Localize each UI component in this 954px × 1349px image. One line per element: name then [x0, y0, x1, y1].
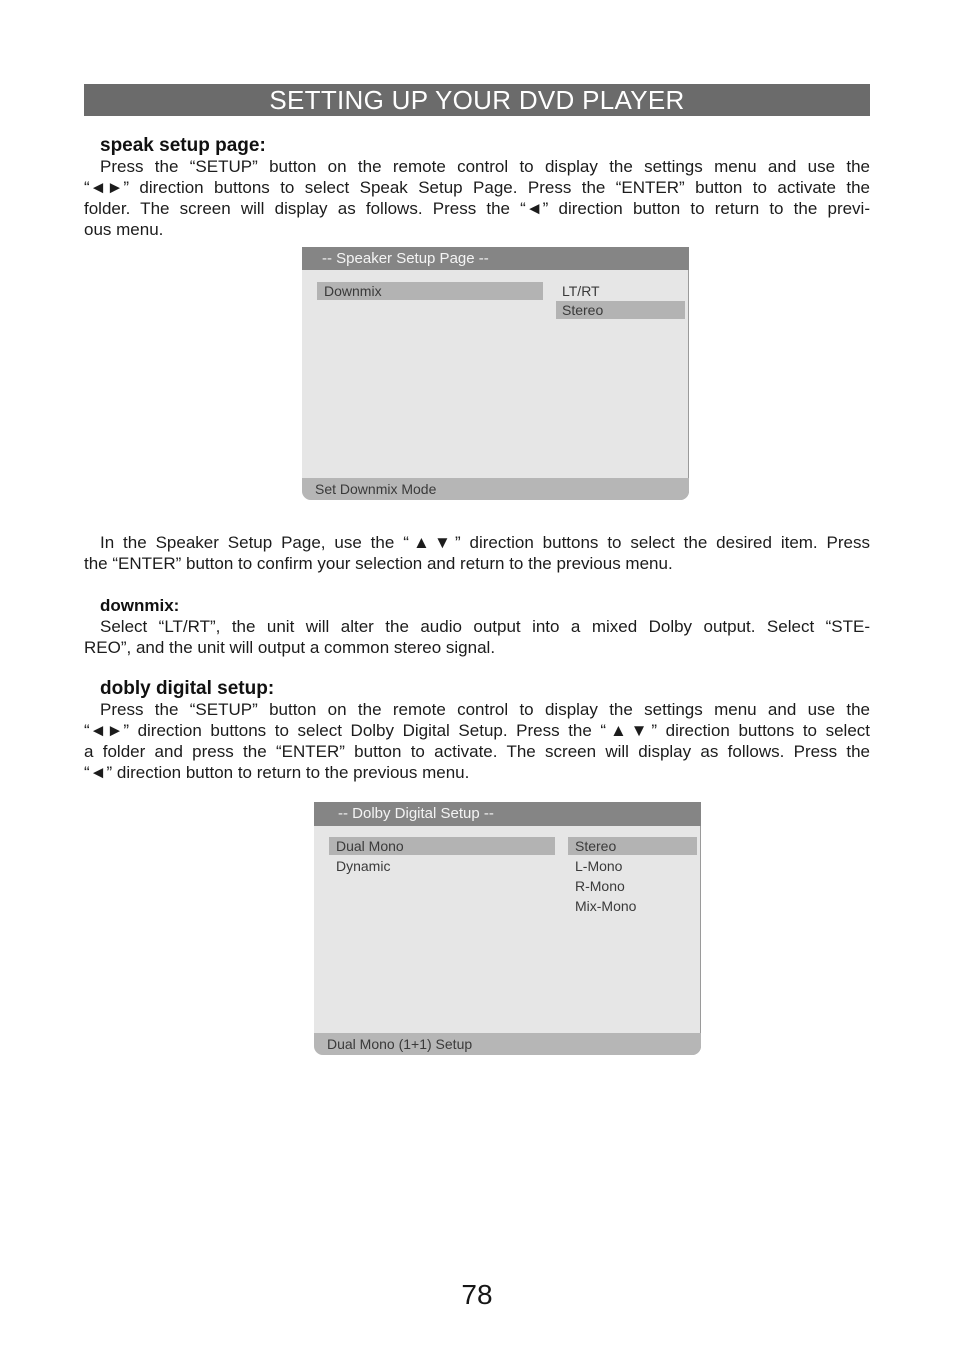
paragraph-line: a folder and press the “ENTER” button to activate. The screen will display as follows. Press the	[84, 742, 870, 761]
paragraph-line: Press the “SETUP” button on the remote control to display the settings menu and use the	[100, 700, 870, 719]
paragraph-line: the “ENTER” button to confirm your selection and return to the previous menu.	[84, 554, 673, 573]
paragraph-line: Press the “SETUP” button on the remote control to display the settings menu and use the	[100, 157, 870, 176]
speak-setup-paragraph	[84, 156, 870, 240]
osd-option-l-mono: L-Mono	[575, 858, 623, 874]
section-header-bar	[84, 84, 870, 116]
dolby-setup-heading: dobly digital setup:	[100, 678, 275, 699]
dolby-setup-paragraph	[84, 699, 870, 783]
paragraph-line: ous menu.	[84, 220, 164, 239]
paragraph-line: REO”, and the unit will output a common stereo signal.	[84, 638, 496, 657]
osd-status-text: Set Downmix Mode	[315, 481, 437, 497]
osd-menu-item-downmix: Downmix	[317, 282, 543, 300]
osd-title-bar	[302, 247, 689, 270]
paragraph-line: “◄►” direction buttons to select Dolby Digital Setup. Press the “▲▼” direction buttons to select	[84, 721, 870, 740]
downmix-heading: downmix:	[100, 596, 180, 615]
section-header-title: SETTING UP YOUR DVD PLAYER	[269, 85, 685, 115]
page-number: 78	[461, 1279, 493, 1310]
dolby-digital-setup-screen	[314, 802, 701, 1055]
osd-status-bar	[314, 1033, 701, 1055]
osd-option-stereo: Stereo	[556, 301, 685, 319]
paragraph-line: folder. The screen will display as follows. Press the “◄” direction button to return to the previ-	[84, 199, 870, 218]
osd-title-bar	[314, 802, 701, 826]
paragraph-line: “◄” direction button to return to the previous menu.	[84, 763, 470, 782]
osd-status-text: Dual Mono (1+1) Setup	[327, 1036, 473, 1052]
osd-option-stereo: Stereo	[568, 837, 697, 855]
osd-option-lt-rt: LT/RT	[562, 283, 600, 299]
paragraph-line: “◄►” direction buttons to select Speak Setup Page. Press the “ENTER” button to activate the	[84, 178, 870, 197]
downmix-paragraph	[84, 616, 870, 658]
osd-option-r-mono: R-Mono	[575, 878, 625, 894]
paragraph-line: Select “LT/RT”, the unit will alter the audio output into a mixed Dolby output. Select “STE-	[100, 617, 870, 636]
speaker-setup-screen	[302, 247, 689, 500]
osd-option-mix-mono: Mix-Mono	[575, 898, 637, 914]
osd-status-bar	[302, 478, 689, 500]
paragraph-line: In the Speaker Setup Page, use the “▲▼” direction buttons to select the desired item. Press	[100, 533, 870, 552]
speak-setup-heading: speak setup page:	[100, 135, 266, 156]
speaker-instructions-paragraph	[84, 532, 870, 574]
osd-title: -- Dolby Digital Setup --	[338, 805, 494, 822]
osd-menu-item-dual-mono: Dual Mono	[329, 837, 555, 855]
osd-menu-item-dynamic: Dynamic	[336, 858, 391, 874]
osd-title: -- Speaker Setup Page --	[322, 250, 489, 267]
